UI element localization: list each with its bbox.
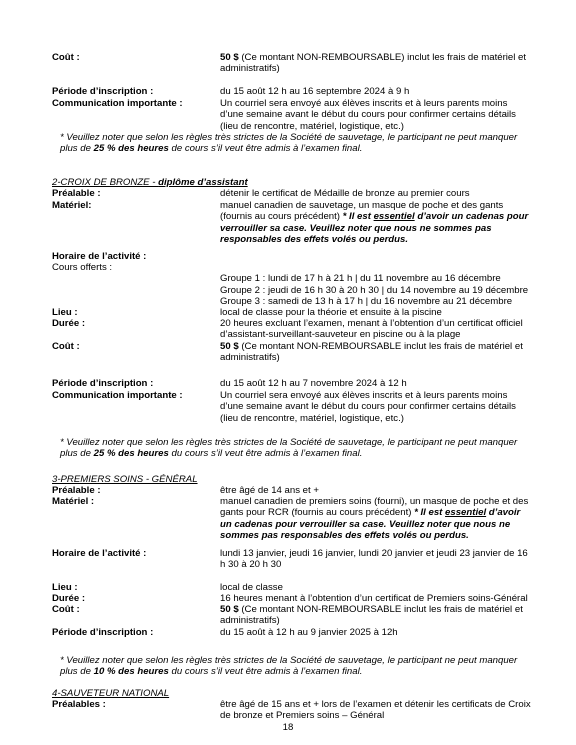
communication-value: Un courriel sera envoyé aux élèves inscrits et à leurs parents moins d’une semaine avant le début du cours pour confirmer certains détails (lieu de rencontre, matériel, logistique, etc.) xyxy=(220,390,516,424)
groupe-2: Groupe 2 : jeudi de 16 h 30 à 20 h 30 | du 14 novembre au 19 décembre xyxy=(220,285,529,296)
groupe-1: Groupe 1 : lundi de 17 h à 21 h | du 11 novembre au 16 décembre xyxy=(220,273,501,284)
communication-label: Communication importante : xyxy=(52,98,183,109)
cout-label: Coût : xyxy=(52,52,80,63)
materiel-label: Matériel : xyxy=(52,496,95,507)
section-title-premiers-soins: 3-PREMIERS SOINS - GÉNÉRAL xyxy=(52,474,198,485)
periode-value: du 15 août 12 h au 7 novembre 2024 à 12 h xyxy=(220,378,407,389)
attendance-note: * Veuillez noter que selon les règles très strictes de la Société de sauvetage, le participant ne peut manquer plus de 25 % des heures de cours s’il veut être admis à l’examen final. xyxy=(60,132,518,155)
section-title-sauveteur-national: 4-SAUVETEUR NATIONAL xyxy=(52,688,170,699)
page-number: 18 xyxy=(282,722,294,733)
lieu-label: Lieu : xyxy=(52,307,78,318)
prealable-label: Préalable : xyxy=(52,485,101,496)
groupe-3: Groupe 3 : samedi de 13 h à 17 h | du 16 novembre au 21 décembre xyxy=(220,296,513,307)
communication-label: Communication importante : xyxy=(52,390,183,401)
section-title-croix-de-bronze: 2-CROIX DE BRONZE - diplôme d’assistant xyxy=(52,177,248,188)
cout-value: 50 $ (Ce montant NON-REMBOURSABLE inclut les frais de matériel et administratifs) xyxy=(220,341,523,364)
lieu-label: Lieu : xyxy=(52,582,78,593)
periode-value: du 15 août 12 h au 16 septembre 2024 à 9 h xyxy=(220,86,410,97)
lieu-value: local de classe xyxy=(220,582,283,593)
cout-value: 50 $ (Ce montant NON-REMBOURSABLE inclut les frais de matériel et administratifs) xyxy=(220,604,523,627)
duree-label: Durée : xyxy=(52,318,86,329)
attendance-note-3: * Veuillez noter que selon les règles très strictes de la Société de sauvetage, le participant ne peut manquer plus de 10 % des heures du cours s’il veut être admis à l’examen final. xyxy=(60,655,518,678)
periode-label: Période d’inscription : xyxy=(52,627,154,638)
materiel-value: manuel canadien de sauvetage, un masque de poche et des gants (fournis au cours précédent) * Il est essentiel d’avoir un cadenas pour verrouiller sa case. Veuillez noter que nous ne sommes pas responsables des effets volés ou perdus. xyxy=(220,200,529,246)
materiel-value: manuel canadien de premiers soins (fourni), un masque de poche et des gants pour RCR (fournis au cours précédent) * Il est essentiel d’avoir un cadenas pour verrouiller sa case. Veuillez noter que nous ne sommes pas responsables des effets volés ou perdus. xyxy=(220,496,529,542)
periode-value: du 15 août à 12 h au 9 janvier 2025 à 12h xyxy=(220,627,398,638)
materiel-label: Matériel: xyxy=(52,200,92,211)
communication-value: Un courriel sera envoyé aux élèves inscrits et à leurs parents moins d’une semaine avant le début du cours pour confirmer certains détails (lieu de rencontre, matériel, logistique, etc.) xyxy=(220,98,516,132)
prealables-value: être âgé de 15 ans et + lors de l’examen et détenir les certificats de Croix de bronze et Premiers soins – Général xyxy=(220,699,531,722)
horaire-value: lundi 13 janvier, jeudi 16 janvier, lundi 20 janvier et jeudi 23 janvier de 16 h 30 à 20 h 30 xyxy=(220,548,528,571)
horaire-label: Horaire de l’activité : xyxy=(52,548,147,559)
duree-label: Durée : xyxy=(52,593,86,604)
lieu-value: local de classe pour la théorie et ensuite à la piscine xyxy=(220,307,442,318)
periode-label: Période d’inscription : xyxy=(52,378,154,389)
periode-label: Période d’inscription : xyxy=(52,86,154,97)
duree-value: 16 heures menant à l’obtention d’un certificat de Premiers soins-Général xyxy=(220,593,528,604)
cout-label: Coût : xyxy=(52,341,80,352)
cout-label: Coût : xyxy=(52,604,80,615)
prealable-value: être âgé de 14 ans et + xyxy=(220,485,319,496)
prealable-label: Préalable : xyxy=(52,188,101,199)
prealables-label: Préalables : xyxy=(52,699,106,710)
prealable-value: détenir le certificat de Médaille de bronze au premier cours xyxy=(220,188,470,199)
duree-value: 20 heures excluant l’examen, menant à l’obtention d’un certificat officiel d’assistant-surveillant-sauveteur en piscine ou à la plage xyxy=(220,318,523,341)
attendance-note-2: * Veuillez noter que selon les règles très strictes de la Société de sauvetage, le participant ne peut manquer plus de 25 % des heures du cours s’il veut être admis à l’examen final. xyxy=(60,437,518,460)
cours-offerts-label: Cours offerts : xyxy=(52,262,113,273)
cout-value: 50 $ (Ce montant NON-REMBOURSABLE) inclut les frais de matériel et administratifs) xyxy=(220,52,527,75)
horaire-label: Horaire de l’activité : xyxy=(52,251,147,262)
